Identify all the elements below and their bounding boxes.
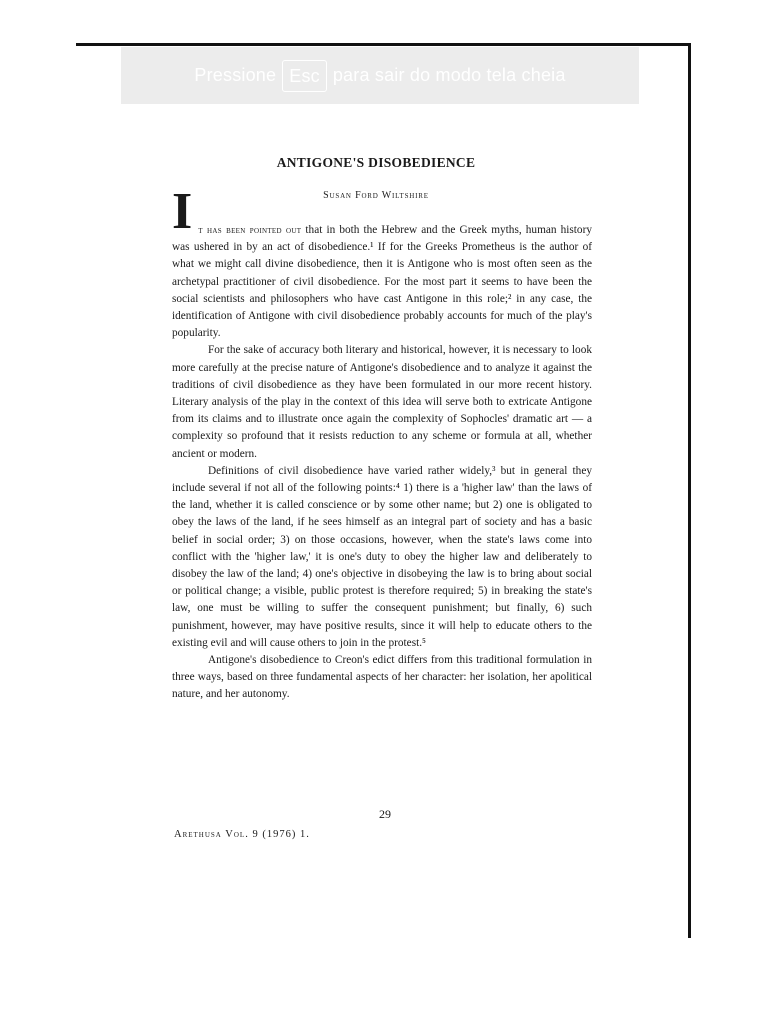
page-top-border: [76, 43, 691, 46]
lead-in: t has been pointed out: [198, 225, 302, 236]
article-title: ANTIGONE'S DISOBEDIENCE: [276, 155, 476, 170]
paragraph-1-text: that in both the Hebrew and the Greek myths, human history was ushered in by an act of disobedience.¹ If for the Greeks Prometheus is the author of what we might call divine disobedience, then it is Antigone who is most often seen as the archetypal practitioner of civil disobedience. For the most part it seems to have been the social scientists and philosophers who have cast Antigone in this role;² in any case, the identification of Antigone with civil disobedience probably accounts for much of the play's popularity.: [172, 224, 592, 340]
journal-citation: Arethusa Vol. 9 (1976) 1.: [174, 829, 310, 840]
notice-suffix: para sair do modo tela cheia: [332, 65, 566, 85]
drop-cap: I: [172, 183, 193, 240]
esc-key-badge: Esc: [282, 60, 327, 92]
fullscreen-exit-notice: [121, 47, 639, 104]
paragraph-3: Definitions of civil disobedience have varied rather widely,³ but in general they include several if not all of the following points:⁴ 1) there is a 'higher law' than the laws of the land, whether it is called conscience or by some other name; but 2) one is obligated to obey the laws of the land, if he sees himself as an integral part of society and has a basic belief in social order; 3) on those occasions, however, when the state's laws come into conflict with the 'higher law,' it is one's duty to obey the higher law and deliberately to disobey the law of the land; 4) one's objective in disobeying the law is to bring about social or political change; a visible, public protest is therefore required; 5) in breaking the state's law, one must be willing to suffer the consequent punishment; but finally, 6) such punishment, however, may have positive results, since it will help to educate others to the existing evil and will cause others to join in the protest.⁵: [172, 464, 592, 649]
page-number: 29: [379, 807, 391, 821]
notice-prefix: Pressione: [194, 65, 277, 85]
paragraph-4: Antigone's disobedience to Creon's edict differs from this traditional formulation in three ways, based on three fundamental aspects of her character: her isolation, her apolitical nature, and her autonomy.: [172, 654, 592, 701]
paragraph-2: For the sake of accuracy both literary and historical, however, it is necessary to look more carefully at the precise nature of Antigone's disobedience and to analyze it against the traditions of civil disobedience as they have been formulated in our more recent history. Literary analysis of the play in the context of this idea will serve both to extricate Antigone from its claims and to illustrate once again the complexity of Sophocles' dramatic art — a complexity so profound that it resists reduction to any scheme or formula at all, whether ancient or modern.: [172, 344, 592, 460]
article-author: Susan Ford Wiltshire: [323, 190, 429, 201]
page-right-border: [688, 43, 691, 938]
